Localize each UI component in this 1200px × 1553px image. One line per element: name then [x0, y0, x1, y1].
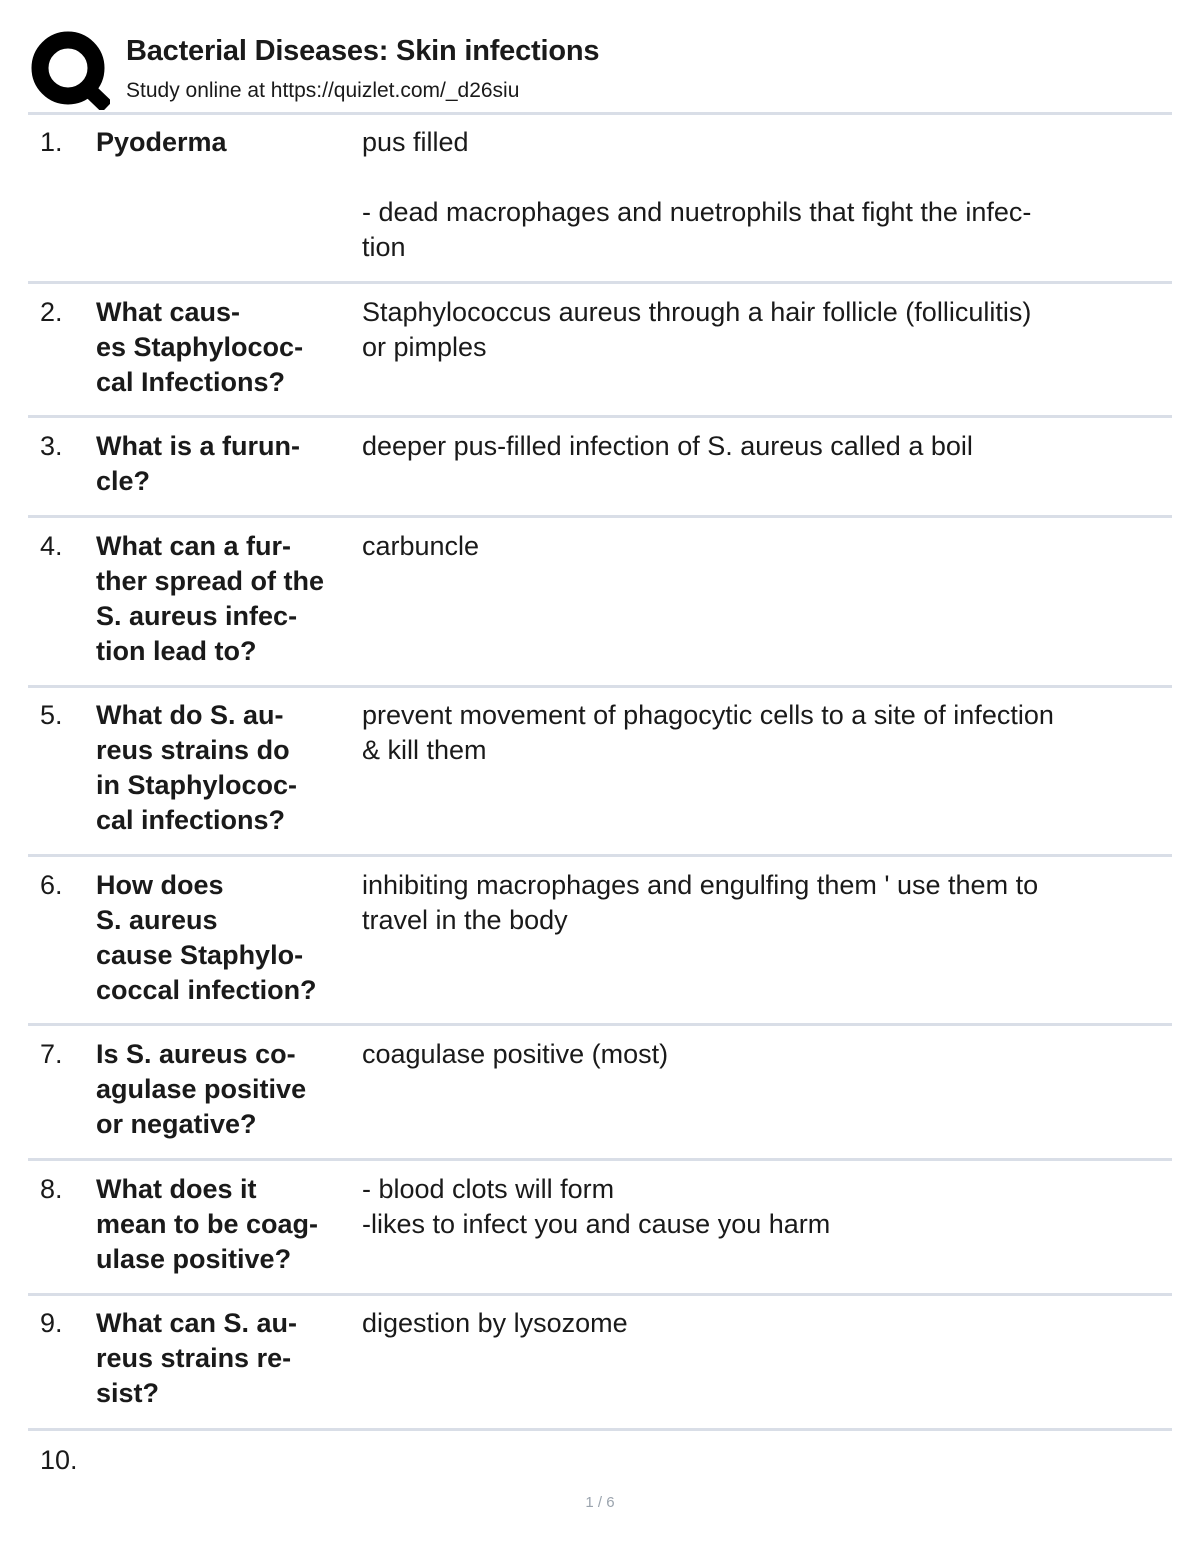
card-term: What do S. au- reus strains do in Staphylococ- cal infections? [96, 700, 298, 835]
divider [28, 515, 1172, 518]
card-definition: deeper pus-filled infection of S. aureus called a boil [362, 431, 973, 461]
card-term: What caus- es Staphylococ- cal Infections? [96, 297, 304, 397]
card-number: 6. [40, 870, 63, 900]
document-header [28, 28, 1172, 112]
card-number: 9. [40, 1308, 63, 1338]
card-term: What is a furun- cle? [96, 431, 300, 496]
divider [28, 1023, 1172, 1026]
card-number: 1. [40, 127, 63, 157]
card-term: What can S. au- reus strains re- sist? [96, 1308, 298, 1408]
divider [28, 281, 1172, 284]
document-title: Bacterial Diseases: Skin infections [126, 35, 600, 67]
quizlet-logo-icon [30, 30, 110, 110]
card-number: 7. [40, 1039, 63, 1069]
card-number: 3. [40, 431, 63, 461]
card-definition: digestion by lysozome [362, 1308, 628, 1338]
card-term: Is S. aureus co- agulase positive or negative? [96, 1039, 307, 1139]
page-indicator: 1 / 6 [585, 1494, 615, 1511]
card-definition: carbuncle [362, 531, 480, 561]
divider [28, 685, 1172, 688]
card-term: Pyoderma [96, 127, 227, 157]
divider [28, 1158, 1172, 1161]
divider [28, 112, 1172, 115]
card-number: 4. [40, 531, 63, 561]
study-link[interactable]: Study online at https://quizlet.com/_d26siu [126, 79, 520, 102]
divider [28, 854, 1172, 857]
card-definition: coagulase positive (most) [362, 1039, 669, 1069]
card-definition: inhibiting macrophages and engulfing them ' use them to travel in the body [362, 870, 1039, 935]
divider [28, 1428, 1172, 1431]
divider [28, 415, 1172, 418]
card-number: 10. [40, 1445, 78, 1475]
card-term: What can a fur- ther spread of the S. aureus infec- tion lead to? [96, 531, 325, 666]
card-number: 2. [40, 297, 63, 327]
card-term: How does S. aureus cause Staphylo- coccal infection? [96, 870, 317, 1005]
card-definition: - blood clots will form -likes to infect you and cause you harm [362, 1174, 831, 1239]
card-number: 5. [40, 700, 63, 730]
card-number: 8. [40, 1174, 63, 1204]
card-term: What does it mean to be coag- ulase positive? [96, 1174, 319, 1274]
card-definition: prevent movement of phagocytic cells to a site of infection & kill them [362, 700, 1054, 765]
card-definition: Staphylococcus aureus through a hair follicle (folliculitis) or pimples [362, 297, 1032, 362]
card-definition: pus filled - dead macrophages and nuetrophils that fight the infec- tion [362, 127, 1032, 262]
divider [28, 1293, 1172, 1296]
